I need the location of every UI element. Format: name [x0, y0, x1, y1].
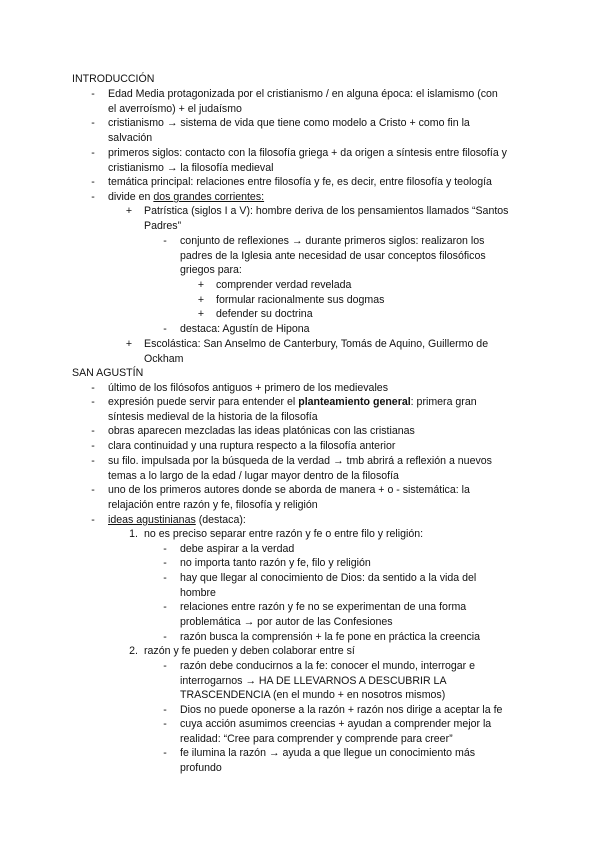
- bullet-dash: -: [163, 572, 167, 584]
- item-line: primeros siglos: contacto con la filosofía griega + da origen a síntesis entre filosofía y: [108, 147, 507, 159]
- item-line: debe aspirar a la verdad: [180, 543, 295, 555]
- bullet-dash: -: [91, 117, 95, 129]
- item-line: clara continuidad y una ruptura respecto a la filosofía anterior: [108, 440, 396, 452]
- item-line: interrogarnos → HA DE LLEVARNOS A DESCUBRIR LA: [180, 674, 447, 687]
- bullet-dash: -: [163, 660, 167, 672]
- item-line: hay que llegar al conocimiento de Dios: da sentido a la vida del: [180, 572, 477, 584]
- item-line-ideas: [108, 513, 246, 528]
- bullet-dash: -: [163, 543, 167, 555]
- item-line: no importa tanto razón y fe, filo y religión: [180, 557, 371, 569]
- bullet-dash: -: [91, 191, 95, 203]
- item-line: problemática → por autor de las Confesiones: [180, 615, 393, 628]
- item-line-text: ideas agustinianas (destaca):: [108, 514, 246, 526]
- item-line: formular racionalmente sus dogmas: [216, 294, 385, 306]
- bullet-dash: -: [91, 382, 95, 394]
- item-line: defender su doctrina: [216, 308, 313, 320]
- bullet-plus: +: [197, 279, 205, 291]
- item-line: hombre: [180, 586, 216, 599]
- bullet-dash: -: [91, 514, 95, 526]
- item-line: razón debe conducirnos a la fe: conocer el mundo, interrogar e: [180, 660, 476, 672]
- item-line: TRASCENDENCIA (en el mundo + en nosotros mismos): [180, 689, 446, 702]
- item-line: cristianismo → la filosofía medieval: [108, 161, 274, 174]
- item-line: obras aparecen mezcladas las ideas platónicas con las cristianas: [108, 425, 415, 437]
- item-line: el averroísmo) + el judaísmo: [108, 102, 242, 115]
- bullet-dash: -: [91, 455, 95, 467]
- item-line: relaciones entre razón y fe no se experimentan de una forma: [180, 601, 467, 613]
- bullet-plus: +: [125, 205, 133, 217]
- item-line-bold: [108, 395, 477, 410]
- item-line: cuya acción asumimos creencias + ayudan a comprender mejor la: [180, 718, 492, 730]
- bullet-dash: -: [91, 396, 95, 408]
- item-line-divide: [108, 190, 264, 205]
- bullet-plus: +: [197, 294, 205, 306]
- item-line: comprender verdad revelada: [216, 279, 352, 291]
- item-line: razón y fe pueden y deben colaborar entre sí: [144, 645, 355, 657]
- item-line: uno de los primeros autores donde se aborda de manera + o - sistemática: la: [108, 484, 470, 496]
- item-line: Dios no puede oponerse a la razón + razón nos dirige a aceptar la fe: [180, 704, 503, 716]
- item-line: padres de la Iglesia ante necesidad de usar conceptos filosóficos: [180, 249, 486, 262]
- item-line: temática principal: relaciones entre filosofía y fe, es decir, entre filosofía y teología: [108, 176, 492, 188]
- bullet-dash: -: [163, 747, 167, 759]
- bullet-plus: +: [125, 338, 133, 350]
- bullet-plus: +: [197, 308, 205, 320]
- bullet-dash: -: [163, 601, 167, 613]
- bullet-dash: -: [91, 425, 95, 437]
- item-line: Edad Media protagonizada por el cristianismo / en alguna época: el islamismo (con: [108, 88, 498, 100]
- item-line: destaca: Agustín de Hipona: [180, 323, 310, 335]
- item-line: profundo: [180, 761, 222, 774]
- bullet-dash: -: [91, 440, 95, 452]
- item-line: su filo. impulsada por la búsqueda de la verdad → tmb abrirá a reflexión a nuevos: [108, 455, 492, 467]
- item-line: Patrística (siglos I a V): hombre deriva de los pensamientos llamados “Santos: [144, 205, 509, 217]
- item-line: cristianismo → sistema de vida que tiene como modelo a Cristo + como fin la: [108, 117, 470, 129]
- section-title-san-agustin: SAN AGUSTÍN: [72, 367, 144, 379]
- bullet-dash: -: [91, 176, 95, 188]
- bullet-dash: -: [163, 557, 167, 569]
- bullet-dash: -: [163, 718, 167, 730]
- bullet-dash: -: [163, 323, 167, 335]
- bullet-dash: -: [163, 235, 167, 247]
- item-line: temas a lo largo de la edad / lugar mayor dentro de la filosofía: [108, 469, 399, 482]
- item-line: razón busca la comprensión + la fe pone en práctica la creencia: [180, 631, 481, 643]
- bullet-dash: -: [163, 631, 167, 643]
- bullet-dash: -: [91, 88, 95, 100]
- item-line: último de los filósofos antiguos + primero de los medievales: [108, 382, 388, 394]
- item-line: fe ilumina la razón → ayuda a que llegue un conocimiento más: [180, 747, 476, 759]
- item-line: no es preciso separar entre razón y fe o entre filo y religión:: [144, 528, 424, 540]
- item-line: Padres”: [144, 219, 182, 232]
- item-line: Escolástica: San Anselmo de Canterbury, Tomás de Aquino, Guillermo de: [144, 338, 489, 350]
- item-line: salvación: [108, 131, 153, 144]
- item-line-text: divide en dos grandes corrientes:: [108, 191, 265, 203]
- item-line: síntesis medieval de la historia de la filosofía: [108, 410, 318, 423]
- item-line: realidad: “Cree para comprender y comprende para creer”: [180, 732, 453, 745]
- bullet-dash: -: [163, 704, 167, 716]
- item-line-text: expresión puede servir para entender el planteamiento general: primera gran: [108, 396, 477, 408]
- section-title-introduccion: INTRODUCCIÓN: [72, 73, 155, 85]
- number-marker: 1.: [129, 528, 138, 540]
- item-line: griegos para:: [180, 264, 242, 277]
- bullet-dash: -: [91, 484, 95, 496]
- bullet-dash: -: [91, 147, 95, 159]
- number-marker: 2.: [129, 645, 138, 657]
- item-line: Ockham: [144, 352, 184, 365]
- item-line: relajación entre razón y fe, filosofía y religión: [108, 498, 318, 511]
- item-line: conjunto de reflexiones → durante primeros siglos: realizaron los: [180, 235, 485, 247]
